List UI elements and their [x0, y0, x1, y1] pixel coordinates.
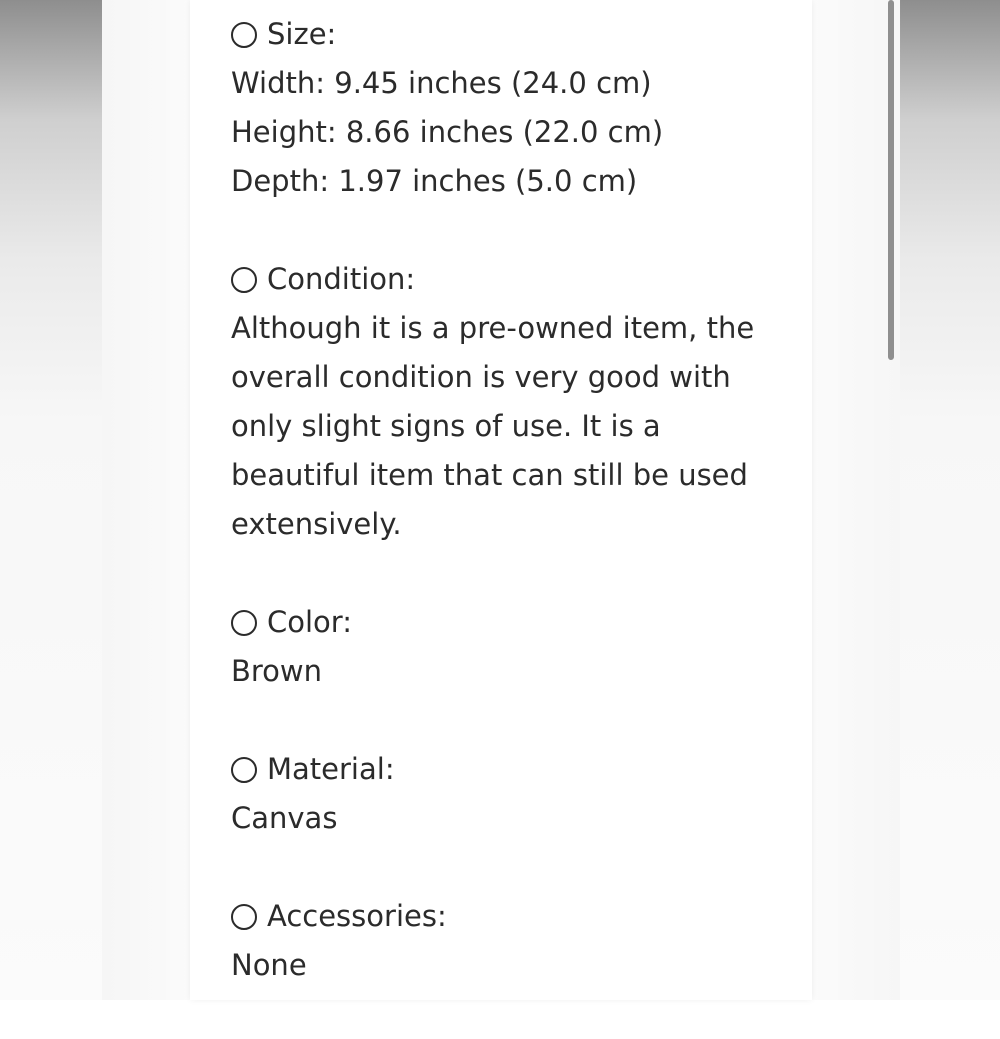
item-details — [231, 10, 791, 1039]
color-section — [231, 598, 791, 696]
material-section — [231, 745, 791, 843]
circle-bullet-icon — [231, 904, 257, 930]
size-depth: Depth: 1.97 inches (5.0 cm) — [231, 164, 638, 198]
circle-bullet-icon — [231, 757, 257, 783]
left-fade — [102, 0, 192, 1000]
accessories-section — [231, 892, 791, 990]
size-heading-row — [231, 10, 791, 59]
accessories-value: None — [231, 948, 307, 982]
accessories-heading: Accessories: — [267, 899, 447, 933]
size-height: Height: 8.66 inches (22.0 cm) — [231, 115, 664, 149]
condition-section — [231, 255, 791, 549]
circle-bullet-icon — [231, 22, 257, 48]
circle-bullet-icon — [231, 610, 257, 636]
condition-text: Although it is a pre-owned item, the overall condition is very good with only slight signs of use. It is a beautiful item that can still be used extensively. — [231, 311, 755, 541]
color-value: Brown — [231, 654, 323, 688]
size-width: Width: 9.45 inches (24.0 cm) — [231, 66, 652, 100]
size-section — [231, 10, 791, 206]
material-heading-row — [231, 745, 791, 794]
condition-heading-row — [231, 255, 791, 304]
size-heading: Size: — [267, 17, 337, 51]
condition-heading: Condition: — [267, 262, 416, 296]
scrollbar-thumb[interactable] — [888, 0, 894, 360]
circle-bullet-icon — [231, 267, 257, 293]
accessories-heading-row — [231, 892, 791, 941]
color-heading: Color: — [267, 605, 352, 639]
material-heading: Material: — [267, 752, 395, 786]
material-value: Canvas — [231, 801, 338, 835]
color-heading-row — [231, 598, 791, 647]
